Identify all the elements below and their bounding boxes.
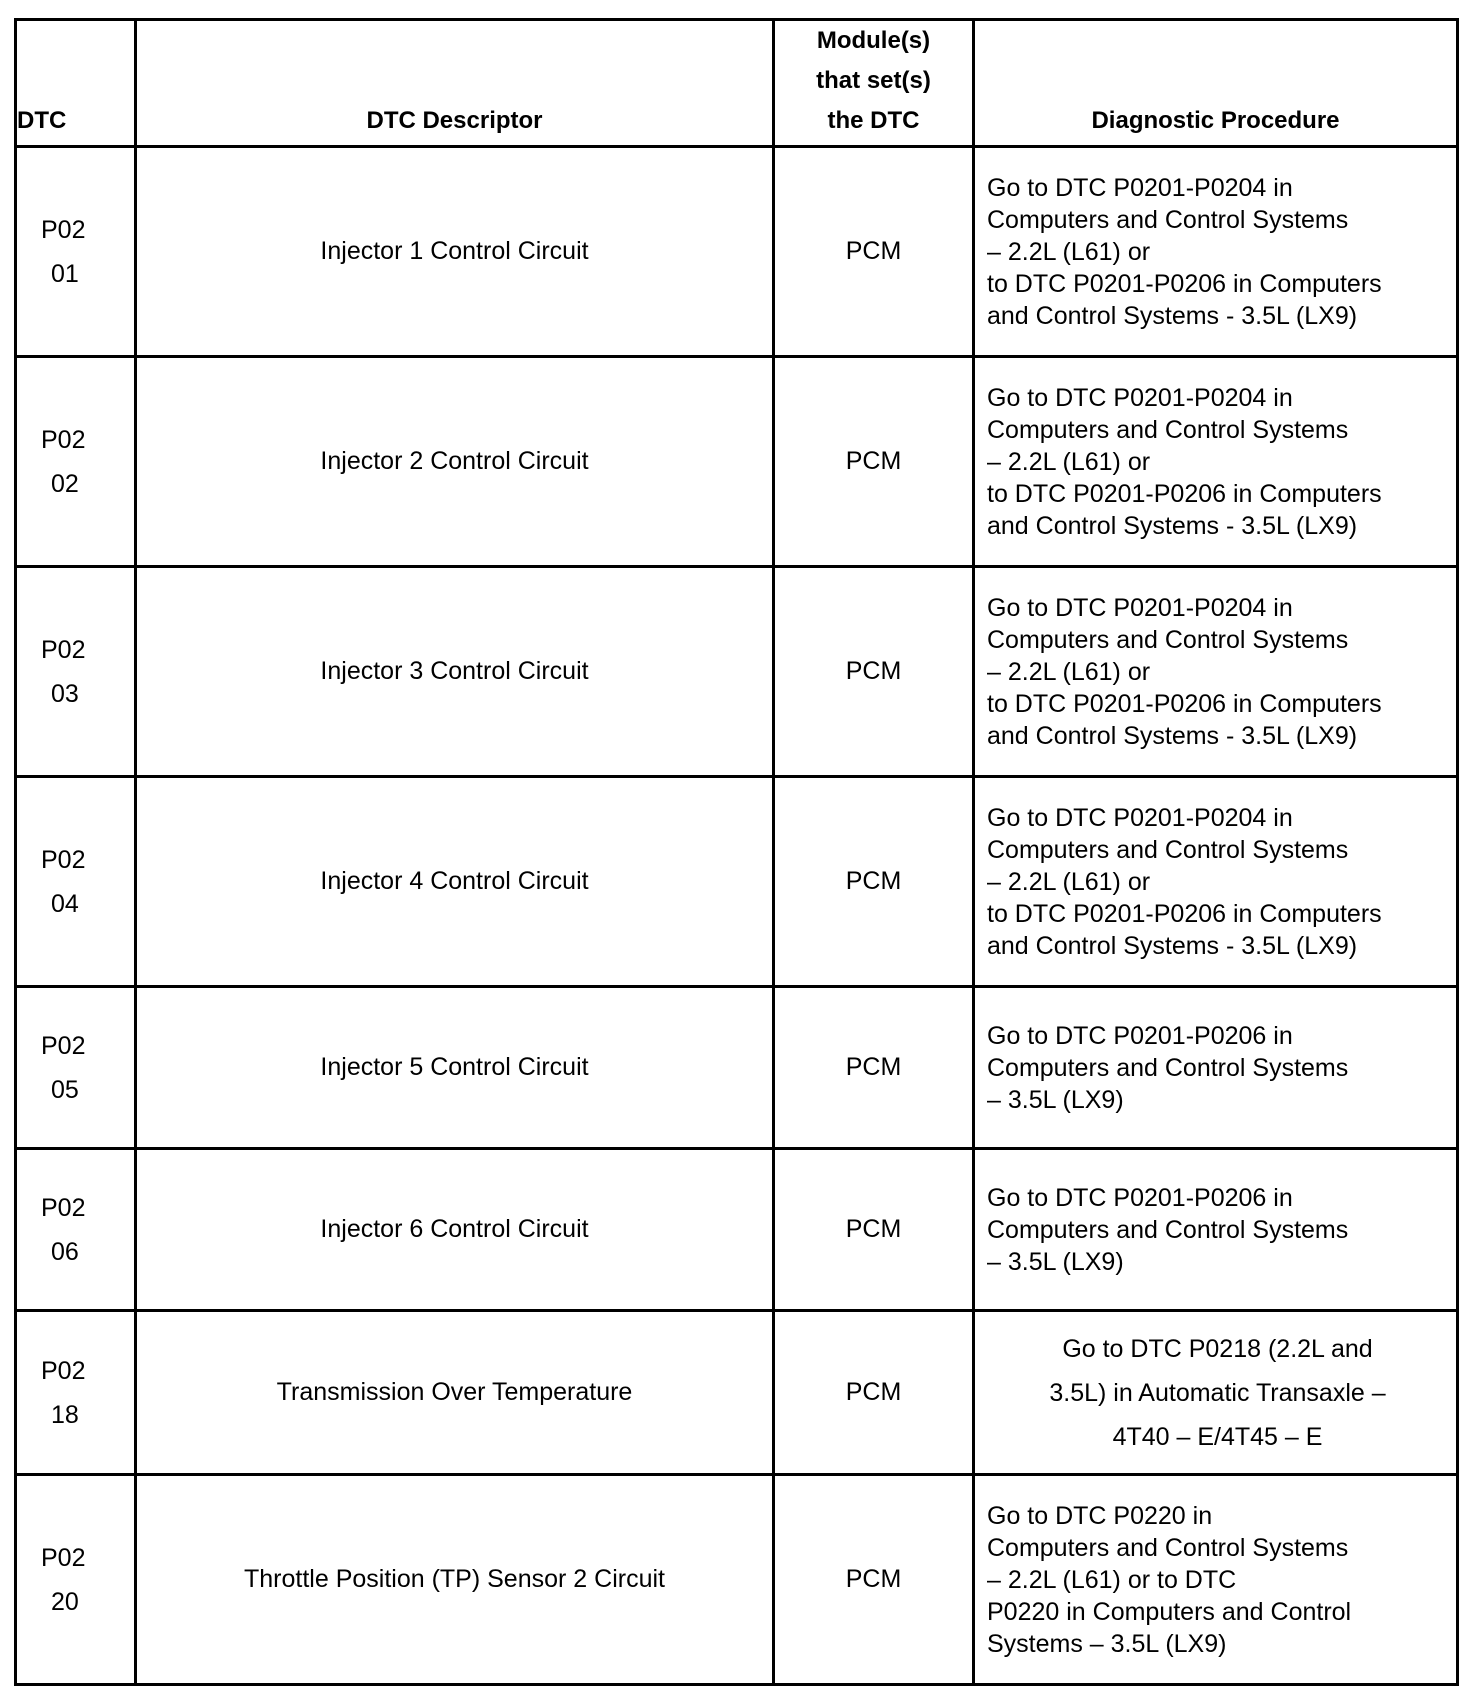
table-row bbox=[16, 147, 1458, 357]
table-row bbox=[16, 357, 1458, 567]
procedure-line: Computers and Control Systems bbox=[987, 835, 1349, 864]
procedure-line: – 2.2L (L61) or bbox=[987, 237, 1151, 266]
dtc-code-part: P02 bbox=[41, 1543, 86, 1572]
diagnostic-procedure bbox=[974, 147, 1458, 357]
table-row bbox=[16, 987, 1458, 1149]
dtc-code-part: 01 bbox=[51, 259, 79, 288]
procedure-line: and Control Systems - 3.5L (LX9) bbox=[987, 931, 1358, 960]
procedure-line: – 2.2L (L61) or bbox=[987, 867, 1151, 896]
procedure-line: Go to DTC P0201-P0204 in bbox=[987, 803, 1293, 832]
dtc-code-part: P02 bbox=[41, 845, 86, 874]
header-row bbox=[16, 20, 1458, 147]
procedure-line: 3.5L) in Automatic Transaxle – bbox=[1049, 1378, 1386, 1407]
header-descriptor: DTC Descriptor bbox=[136, 20, 774, 147]
dtc-code-part: P02 bbox=[41, 425, 86, 454]
header-procedure: Diagnostic Procedure bbox=[974, 20, 1458, 147]
procedure-line: and Control Systems - 3.5L (LX9) bbox=[987, 721, 1358, 750]
header-dtc: DTC bbox=[16, 20, 136, 147]
dtc-code-part: 18 bbox=[51, 1400, 79, 1429]
procedure-line: Go to DTC P0218 (2.2L and bbox=[1062, 1334, 1373, 1363]
diagnostic-procedure bbox=[974, 1311, 1458, 1475]
dtc-module: PCM bbox=[774, 567, 974, 777]
procedure-line: – 3.5L (LX9) bbox=[987, 1247, 1124, 1276]
procedure-line: Go to DTC P0201-P0204 in bbox=[987, 383, 1293, 412]
diagnostic-procedure bbox=[974, 777, 1458, 987]
dtc-descriptor: Injector 3 Control Circuit bbox=[136, 567, 774, 777]
dtc-module: PCM bbox=[774, 777, 974, 987]
dtc-descriptor: Injector 5 Control Circuit bbox=[136, 987, 774, 1149]
dtc-code bbox=[16, 987, 136, 1149]
dtc-module: PCM bbox=[774, 1311, 974, 1475]
dtc-descriptor: Injector 2 Control Circuit bbox=[136, 357, 774, 567]
dtc-descriptor: Injector 1 Control Circuit bbox=[136, 147, 774, 357]
table-row bbox=[16, 1475, 1458, 1685]
diagnostic-procedure bbox=[974, 1149, 1458, 1311]
diagnostic-procedure bbox=[974, 567, 1458, 777]
procedure-line: 4T40 – E/4T45 – E bbox=[1112, 1422, 1323, 1451]
procedure-line: to DTC P0201-P0206 in Computers bbox=[987, 269, 1382, 298]
dtc-descriptor: Injector 4 Control Circuit bbox=[136, 777, 774, 987]
table-row bbox=[16, 1311, 1458, 1475]
procedure-line: – 2.2L (L61) or bbox=[987, 447, 1151, 476]
dtc-code bbox=[16, 1149, 136, 1311]
procedure-line: to DTC P0201-P0206 in Computers bbox=[987, 899, 1382, 928]
procedure-line: Computers and Control Systems bbox=[987, 415, 1349, 444]
table-row bbox=[16, 567, 1458, 777]
header-module-line: Module(s) bbox=[816, 27, 931, 54]
dtc-module: PCM bbox=[774, 147, 974, 357]
diagnostic-procedure bbox=[974, 357, 1458, 567]
dtc-module: PCM bbox=[774, 987, 974, 1149]
dtc-code-part: 06 bbox=[51, 1237, 79, 1266]
dtc-code bbox=[16, 567, 136, 777]
dtc-descriptor: Injector 6 Control Circuit bbox=[136, 1149, 774, 1311]
dtc-code-part: 05 bbox=[51, 1075, 79, 1104]
dtc-code-part: 20 bbox=[51, 1587, 79, 1616]
dtc-code bbox=[16, 147, 136, 357]
dtc-descriptor: Transmission Over Temperature bbox=[136, 1311, 774, 1475]
dtc-code bbox=[16, 1311, 136, 1475]
procedure-line: Go to DTC P0201-P0204 in bbox=[987, 173, 1293, 202]
dtc-module: PCM bbox=[774, 1149, 974, 1311]
procedure-line: Computers and Control Systems bbox=[987, 1533, 1349, 1562]
procedure-line: Computers and Control Systems bbox=[987, 1053, 1349, 1082]
procedure-line: Go to DTC P0201-P0206 in bbox=[987, 1021, 1293, 1050]
procedure-line: and Control Systems - 3.5L (LX9) bbox=[987, 301, 1358, 330]
dtc-code-part: 03 bbox=[51, 679, 79, 708]
dtc-code-part: 02 bbox=[51, 469, 79, 498]
dtc-code-part: P02 bbox=[41, 635, 86, 664]
procedure-line: to DTC P0201-P0206 in Computers bbox=[987, 479, 1382, 508]
procedure-line: Computers and Control Systems bbox=[987, 625, 1349, 654]
dtc-code bbox=[16, 777, 136, 987]
procedure-line: Go to DTC P0201-P0204 in bbox=[987, 593, 1293, 622]
dtc-code-part: P02 bbox=[41, 1031, 86, 1060]
procedure-line: Go to DTC P0201-P0206 in bbox=[987, 1183, 1293, 1212]
procedure-line: – 2.2L (L61) or bbox=[987, 657, 1151, 686]
dtc-code bbox=[16, 1475, 136, 1685]
procedure-line: and Control Systems - 3.5L (LX9) bbox=[987, 511, 1358, 540]
diagnostic-procedure bbox=[974, 987, 1458, 1149]
header-module-line: that set(s) bbox=[816, 67, 931, 94]
dtc-module: PCM bbox=[774, 357, 974, 567]
dtc-code-part: P02 bbox=[41, 1193, 86, 1222]
dtc-descriptor: Throttle Position (TP) Sensor 2 Circuit bbox=[136, 1475, 774, 1685]
procedure-line: Go to DTC P0220 in bbox=[987, 1501, 1213, 1530]
procedure-line: to DTC P0201-P0206 in Computers bbox=[987, 689, 1382, 718]
dtc-table bbox=[14, 18, 1459, 1686]
dtc-code-part: P02 bbox=[41, 215, 86, 244]
procedure-line: Computers and Control Systems bbox=[987, 205, 1349, 234]
dtc-code-part: 04 bbox=[51, 889, 79, 918]
dtc-module: PCM bbox=[774, 1475, 974, 1685]
dtc-code-part: P02 bbox=[41, 1356, 86, 1385]
procedure-line: – 3.5L (LX9) bbox=[987, 1085, 1124, 1114]
procedure-line: P0220 in Computers and Control bbox=[987, 1597, 1352, 1626]
procedure-line: – 2.2L (L61) or to DTC bbox=[987, 1565, 1237, 1594]
diagnostic-procedure bbox=[974, 1475, 1458, 1685]
procedure-line: Computers and Control Systems bbox=[987, 1215, 1349, 1244]
header-module bbox=[774, 20, 974, 147]
dtc-code bbox=[16, 357, 136, 567]
procedure-line: Systems – 3.5L (LX9) bbox=[987, 1629, 1227, 1658]
table-row bbox=[16, 777, 1458, 987]
table-row bbox=[16, 1149, 1458, 1311]
header-module-line: the DTC bbox=[827, 107, 920, 134]
